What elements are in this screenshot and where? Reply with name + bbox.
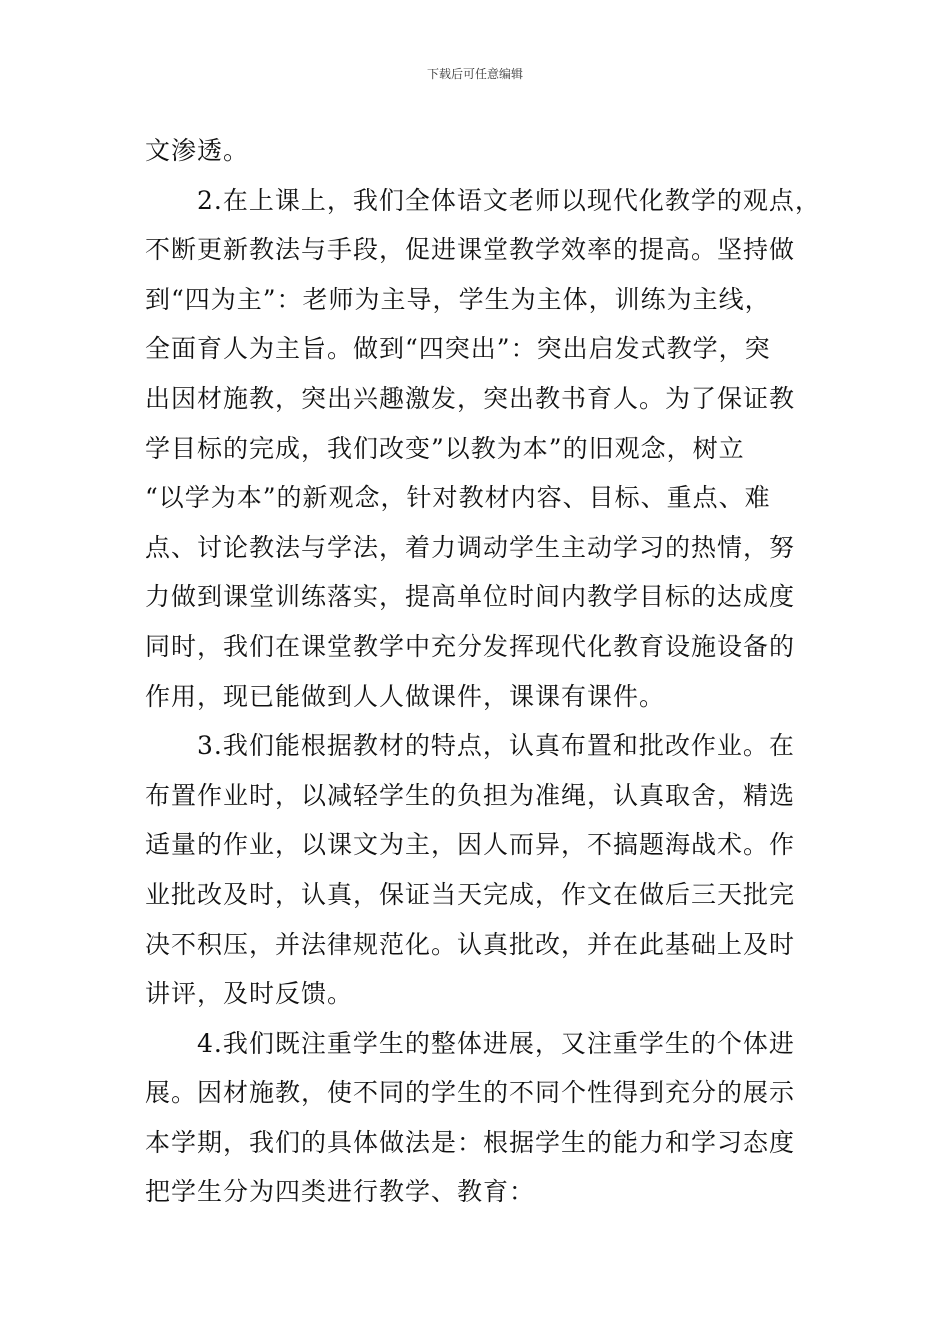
text-line: 4.我们既注重学生的整体进展，又注重学生的个体进: [197, 1028, 795, 1058]
text-line: 适量的作业，以课文为主，因人而异，不搞题海战术。作: [145, 830, 796, 860]
text-line: 本学期，我们的具体做法是：根据学生的能力和学习态度: [145, 1127, 796, 1157]
document-body: [145, 126, 825, 1217]
text-line: 力做到课堂训练落实，提高单位时间内教学目标的达成度: [145, 582, 796, 612]
text-line: 展。因材施教，使不同的学生的不同个性得到充分的展示: [145, 1078, 796, 1108]
text-line: 业批改及时，认真，保证当天完成，作文在做后三天批完: [145, 879, 796, 909]
page-header-note: 下载后可任意编辑: [426, 67, 523, 81]
text-line: 把学生分为四类进行教学、教育：: [145, 1177, 536, 1207]
text-line: 布置作业时，以减轻学生的负担为准绳，认真取舍，精选: [145, 780, 796, 810]
text-line: 全面育人为主旨。做到“四突出”：突出启发式教学，突: [145, 334, 771, 364]
text-line: 不断更新教法与手段，促进课堂教学效率的提高。坚持做: [145, 235, 796, 265]
text-line: “以学为本”的新观念，针对教材内容、目标、重点、难: [145, 483, 771, 513]
text-line: 文渗透。: [145, 136, 250, 165]
text-line: 点、讨论教法与学法，着力调动学生主动学习的热情，努: [145, 532, 796, 562]
text-line: 3.我们能根据教材的特点，认真布置和批改作业。在: [197, 731, 795, 761]
text-line: 出因材施教，突出兴趣激发，突出教书育人。为了保证教: [145, 383, 796, 413]
text-line: 作用，现已能做到人人做课件，课课有课件。: [145, 681, 666, 711]
text-line: 学目标的完成，我们改变”以教为本”的旧观念，树立: [145, 433, 745, 463]
text-line: 讲评，及时反馈。: [145, 979, 354, 1009]
text-line: 2.在上课上，我们全体语文老师以现代化教学的观点，: [197, 185, 821, 215]
text-line: 决不积压，并法律规范化。认真批改，并在此基础上及时: [145, 929, 796, 959]
text-line: 同时，我们在课堂教学中充分发挥现代化教育设施设备的: [145, 631, 796, 661]
text-line: 到“四为主”：老师为主导，学生为主体，训练为主线，: [145, 284, 771, 314]
